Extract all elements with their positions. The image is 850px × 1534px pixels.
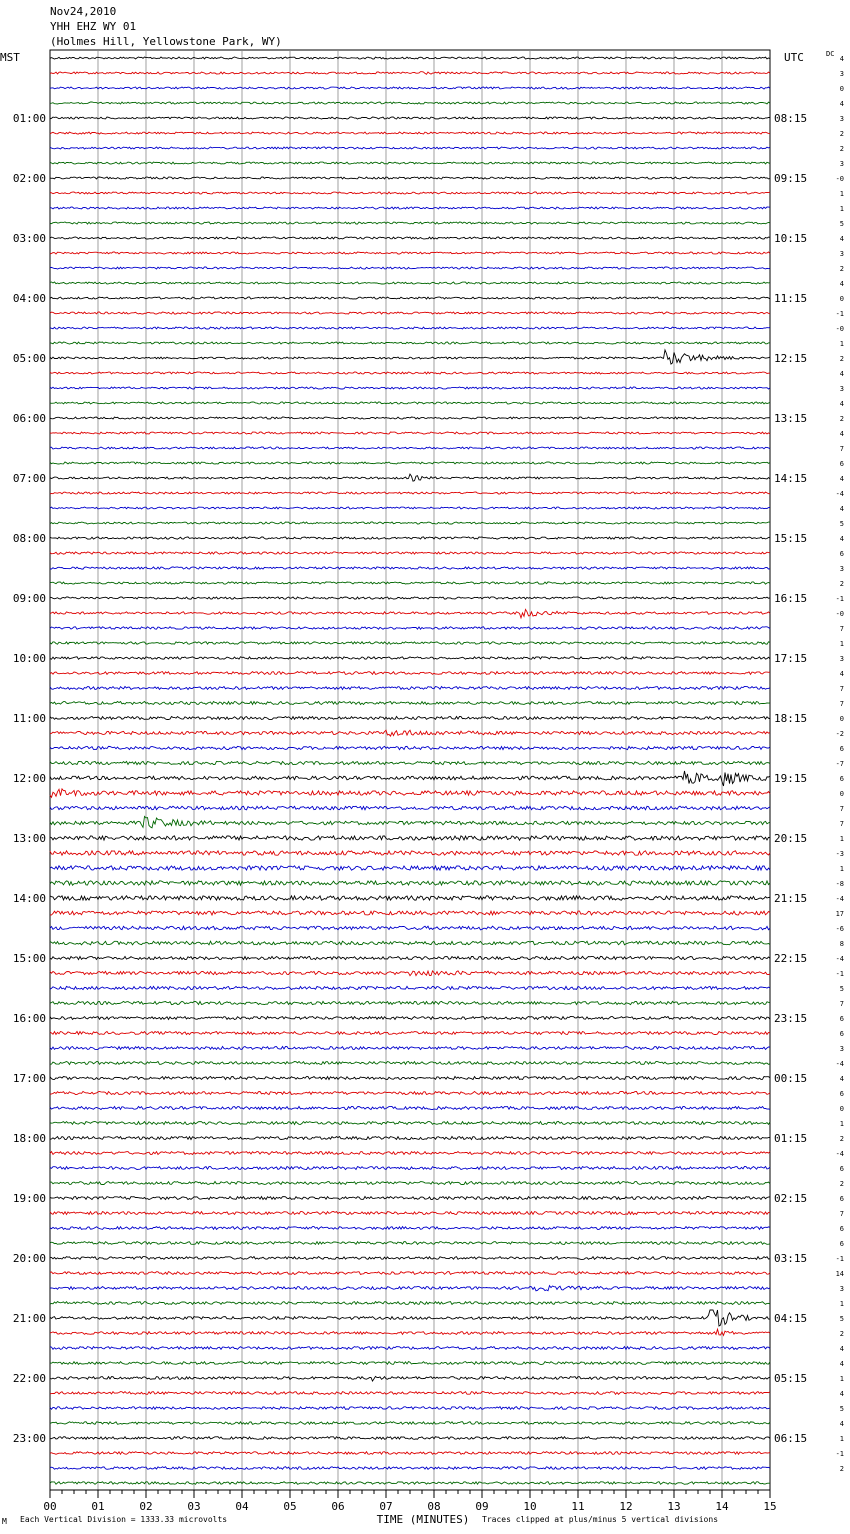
dc-offset-value: 3: [839, 1285, 844, 1293]
trace-line: [50, 1152, 770, 1155]
dc-offset-value: 7: [839, 805, 844, 813]
dc-offset-value: 4: [839, 505, 844, 513]
trace-line: [50, 687, 770, 690]
dc-offset-value: 4: [839, 535, 844, 543]
dc-offset-value: 3: [839, 1045, 844, 1053]
dc-offset-value: -4: [835, 895, 844, 903]
trace-line: [50, 252, 770, 254]
trace-line: [50, 1062, 770, 1065]
trace-line: [50, 746, 770, 749]
dc-offset-value: 5: [839, 985, 844, 993]
dc-offset-value: -0: [835, 175, 844, 183]
mst-hour-label: 19:00: [12, 1192, 46, 1205]
utc-hour-labels: [774, 112, 807, 1445]
trace-line: [50, 1227, 770, 1230]
utc-hour-label: 20:15: [774, 832, 808, 845]
dc-offset-value: 4: [839, 670, 844, 678]
trace-line: [50, 1092, 770, 1095]
dc-offset-value: -4: [835, 1060, 844, 1068]
dc-offset-value: 2: [839, 355, 844, 363]
trace-line: [50, 806, 770, 810]
dc-offset-value: 6: [839, 1015, 844, 1023]
trace-line: [50, 911, 770, 915]
trace-line: [50, 836, 770, 840]
trace-line: [50, 717, 770, 720]
dc-offset-value: 2: [839, 265, 844, 273]
trace-line: [50, 1212, 770, 1215]
dc-offset-value: 1: [839, 190, 844, 198]
dc-offset-value: 7: [839, 625, 844, 633]
utc-hour-label: 11:15: [774, 292, 808, 305]
dc-offset-value: -4: [835, 1150, 844, 1158]
header-location: (Holmes Hill, Yellowstone Park, WY): [50, 35, 282, 48]
dc-offset-value: 4: [839, 1420, 844, 1428]
trace-line: [50, 1137, 770, 1140]
x-tick-label: 08: [427, 1500, 441, 1513]
dc-offset-value: -1: [835, 595, 844, 603]
vertical-division-note: Each Vertical Division = 1333.33 microvolts: [20, 1515, 228, 1524]
dc-offset-value: -1: [835, 310, 844, 318]
dc-axis-label: DC: [826, 50, 835, 58]
trace-line: [50, 387, 770, 389]
mst-hour-label: 10:00: [12, 652, 46, 665]
dc-offset-value: -3: [835, 850, 844, 858]
trace-line: [50, 522, 770, 524]
dc-offset-value: 3: [839, 115, 844, 123]
dc-offset-value: 6: [839, 1090, 844, 1098]
dc-offset-value: -1: [835, 1450, 844, 1458]
dc-offset-value: 4: [839, 475, 844, 483]
mst-hour-label: 01:00: [12, 112, 46, 125]
trace-line: [50, 447, 770, 449]
mst-hour-label: 20:00: [12, 1252, 46, 1265]
mst-hour-label: 04:00: [12, 292, 46, 305]
mst-axis-label: MST: [0, 51, 20, 64]
trace-line: [50, 282, 770, 284]
x-tick-label: 02: [139, 1500, 153, 1513]
mst-hour-label: 03:00: [12, 232, 46, 245]
mst-hour-label: 13:00: [12, 832, 46, 845]
corner-mark: M: [2, 1517, 7, 1526]
dc-offset-value: 4: [839, 400, 844, 408]
dc-offset-value: 4: [839, 370, 844, 378]
trace-line: [50, 730, 770, 736]
trace-line: [50, 350, 770, 364]
x-tick-label: 05: [283, 1500, 297, 1513]
trace-line: [50, 192, 770, 194]
utc-hour-label: 12:15: [774, 352, 808, 365]
trace-line: [50, 816, 770, 827]
utc-hour-label: 09:15: [774, 172, 808, 185]
mst-hour-label: 16:00: [12, 1012, 46, 1025]
utc-hour-label: 15:15: [774, 532, 808, 545]
utc-hour-label: 01:15: [774, 1132, 808, 1145]
dc-offset-value: 3: [839, 385, 844, 393]
trace-line: [50, 1001, 770, 1004]
trace-line: [50, 117, 770, 119]
trace-line: [50, 1107, 770, 1110]
dc-offset-value: 0: [839, 1105, 844, 1113]
trace-line: [50, 866, 770, 870]
clip-note: Traces clipped at plus/minus 5 vertical divisions: [482, 1515, 719, 1524]
dc-offset-value: 4: [839, 55, 844, 63]
utc-hour-label: 08:15: [774, 112, 808, 125]
trace-line: [50, 1407, 770, 1410]
trace-line: [50, 702, 770, 705]
x-tick-label: 04: [235, 1500, 249, 1513]
dc-offset-value: 2: [839, 415, 844, 423]
trace-line: [50, 672, 770, 675]
trace-line: [50, 771, 770, 786]
dc-offset-value: -8: [835, 880, 844, 888]
trace-line: [50, 267, 770, 269]
trace-line: [50, 761, 770, 764]
dc-offset-value: 6: [839, 775, 844, 783]
trace-line: [50, 1310, 770, 1326]
trace-line: [50, 597, 770, 599]
dc-offset-value: 6: [839, 745, 844, 753]
dc-offset-value: 5: [839, 1315, 844, 1323]
trace-line: [50, 432, 770, 434]
time-axis: [43, 1490, 776, 1513]
trace-line: [50, 881, 770, 885]
dc-offset-value: 7: [839, 685, 844, 693]
dc-offset-value: 4: [839, 1075, 844, 1083]
mst-hour-label: 06:00: [12, 412, 46, 425]
trace-line: [50, 402, 770, 404]
trace-line: [50, 986, 770, 989]
trace-line: [50, 926, 770, 930]
mst-hour-label: 11:00: [12, 712, 46, 725]
trace-line: [50, 312, 770, 314]
mst-hour-label: 12:00: [12, 772, 46, 785]
trace-line: [50, 87, 770, 89]
trace-line: [50, 1077, 770, 1080]
dc-offset-value: 1: [839, 1435, 844, 1443]
utc-hour-label: 02:15: [774, 1192, 808, 1205]
dc-offset-value: -0: [835, 610, 844, 618]
trace-line: [50, 1347, 770, 1350]
mst-hour-label: 18:00: [12, 1132, 46, 1145]
trace-line: [50, 567, 770, 569]
trace-line: [50, 1272, 770, 1275]
trace-line: [50, 1286, 770, 1291]
dc-offset-value: 7: [839, 700, 844, 708]
x-tick-label: 11: [571, 1500, 585, 1513]
utc-hour-label: 16:15: [774, 592, 808, 605]
dc-offset-value: 3: [839, 70, 844, 78]
dc-offset-value: 3: [839, 565, 844, 573]
dc-offset-value: 4: [839, 280, 844, 288]
dc-offset-value: 14: [835, 1270, 844, 1278]
utc-hour-label: 14:15: [774, 472, 808, 485]
utc-axis-label: UTC: [784, 51, 804, 64]
minute-gridlines: [98, 50, 722, 1490]
header-station: YHH EHZ WY 01: [50, 20, 137, 33]
trace-line: [50, 237, 770, 239]
trace-line: [50, 177, 770, 179]
dc-offset-value: 0: [839, 790, 844, 798]
trace-line: [50, 147, 770, 149]
mst-hour-label: 09:00: [12, 592, 46, 605]
dc-offset-value: 6: [839, 550, 844, 558]
dc-offset-value: 1: [839, 1375, 844, 1383]
dc-offset-value: 1: [839, 835, 844, 843]
utc-hour-label: 17:15: [774, 652, 808, 665]
utc-hour-label: 21:15: [774, 892, 808, 905]
trace-line: [50, 1437, 770, 1440]
trace-line: [50, 642, 770, 644]
utc-hour-label: 19:15: [774, 772, 808, 785]
utc-hour-label: 03:15: [774, 1252, 808, 1265]
trace-line: [50, 552, 770, 554]
trace-line: [50, 57, 770, 59]
dc-offset-value: 4: [839, 1390, 844, 1398]
x-tick-label: 13: [667, 1500, 681, 1513]
mst-hour-label: 08:00: [12, 532, 46, 545]
trace-line: [50, 162, 770, 164]
trace-line: [50, 417, 770, 419]
dc-offset-value: -4: [835, 490, 844, 498]
trace-line: [50, 72, 770, 75]
trace-line: [50, 1467, 770, 1470]
x-tick-label: 14: [715, 1500, 729, 1513]
x-tick-label: 15: [763, 1500, 777, 1513]
header-date: Nov24,2010: [50, 5, 117, 18]
trace-line: [50, 1047, 770, 1050]
utc-hour-label: 04:15: [774, 1312, 808, 1325]
trace-line: [50, 1482, 770, 1485]
trace-line: [50, 609, 770, 618]
dc-offset-value: 2: [839, 1330, 844, 1338]
dc-offset-value: 2: [839, 1180, 844, 1188]
trace-line: [50, 1422, 770, 1425]
dc-offset-value: 4: [839, 100, 844, 108]
trace-line: [50, 1122, 770, 1125]
dc-offset-value: 6: [839, 1195, 844, 1203]
trace-line: [50, 1242, 770, 1245]
x-tick-label: 07: [379, 1500, 393, 1513]
dc-offset-value: -7: [835, 760, 844, 768]
dc-offset-value: 3: [839, 160, 844, 168]
x-tick-label: 12: [619, 1500, 633, 1513]
trace-line: [50, 789, 770, 797]
trace-line: [50, 627, 770, 629]
trace-line: [50, 1197, 770, 1200]
mst-hour-label: 02:00: [12, 172, 46, 185]
trace-line: [50, 132, 770, 134]
dc-offset-value: 5: [839, 520, 844, 528]
dc-offset-value: 2: [839, 130, 844, 138]
dc-offset-value: 5: [839, 220, 844, 228]
dc-offset-value: -0: [835, 325, 844, 333]
dc-offset-value: 7: [839, 820, 844, 828]
trace-line: [50, 297, 770, 299]
x-tick-label: 09: [475, 1500, 489, 1513]
dc-offset-value: 1: [839, 865, 844, 873]
utc-hour-label: 23:15: [774, 1012, 808, 1025]
trace-line: [50, 327, 770, 329]
dc-offset-value: 4: [839, 1360, 844, 1368]
trace-line: [50, 1182, 770, 1185]
dc-offset-value: 1: [839, 1120, 844, 1128]
dc-offset-labels: [836, 55, 844, 1473]
trace-line: [50, 941, 770, 945]
dc-offset-value: 2: [839, 580, 844, 588]
trace-line: [50, 582, 770, 584]
trace-line: [50, 896, 770, 900]
trace-line: [50, 1017, 770, 1020]
trace-line: [50, 474, 770, 481]
utc-hour-label: 10:15: [774, 232, 808, 245]
utc-hour-label: 13:15: [774, 412, 808, 425]
utc-hour-label: 00:15: [774, 1072, 808, 1085]
mst-hour-label: 17:00: [12, 1072, 46, 1085]
dc-offset-value: -2: [835, 730, 844, 738]
x-tick-label: 10: [523, 1500, 537, 1513]
dc-offset-value: 1: [839, 205, 844, 213]
utc-hour-label: 22:15: [774, 952, 808, 965]
seismic-traces: [50, 57, 770, 1484]
trace-line: [50, 342, 770, 344]
dc-offset-value: 3: [839, 655, 844, 663]
trace-line: [50, 971, 770, 976]
dc-offset-value: 1: [839, 340, 844, 348]
dc-offset-value: 0: [839, 295, 844, 303]
dc-offset-value: 6: [839, 1240, 844, 1248]
dc-offset-value: 0: [839, 715, 844, 723]
trace-line: [50, 1257, 770, 1260]
dc-offset-value: 3: [839, 250, 844, 258]
trace-line: [50, 1302, 770, 1305]
x-tick-label: 06: [331, 1500, 345, 1513]
trace-line: [50, 102, 770, 104]
utc-hour-label: 06:15: [774, 1432, 808, 1445]
dc-offset-value: 2: [839, 1465, 844, 1473]
trace-line: [50, 956, 770, 959]
dc-offset-value: 8: [839, 940, 844, 948]
utc-hour-label: 18:15: [774, 712, 808, 725]
trace-line: [50, 1167, 770, 1170]
mst-hour-label: 22:00: [12, 1372, 46, 1385]
trace-line: [50, 657, 770, 659]
dc-offset-value: -6: [835, 925, 844, 933]
dc-offset-value: 6: [839, 1165, 844, 1173]
trace-line: [50, 372, 770, 374]
dc-offset-value: 4: [839, 430, 844, 438]
trace-line: [50, 462, 770, 464]
dc-offset-value: 7: [839, 1210, 844, 1218]
trace-line: [50, 1032, 770, 1035]
dc-offset-value: 1: [839, 640, 844, 648]
mst-hour-label: 23:00: [12, 1432, 46, 1445]
trace-line: [50, 1392, 770, 1395]
dc-offset-value: 6: [839, 1030, 844, 1038]
trace-line: [50, 222, 770, 224]
mst-hour-label: 21:00: [12, 1312, 46, 1325]
dc-offset-value: 7: [839, 1000, 844, 1008]
x-axis-title: TIME (MINUTES): [376, 1513, 470, 1526]
trace-line: [50, 851, 770, 855]
dc-offset-value: 6: [839, 460, 844, 468]
trace-line: [50, 1329, 770, 1335]
mst-hour-label: 14:00: [12, 892, 46, 905]
mst-hour-label: 05:00: [12, 352, 46, 365]
dc-offset-value: 4: [839, 1345, 844, 1353]
dc-offset-value: 4: [839, 235, 844, 243]
x-tick-label: 03: [187, 1500, 201, 1513]
trace-line: [50, 1452, 770, 1455]
dc-offset-value: 7: [839, 445, 844, 453]
trace-line: [50, 507, 770, 509]
dc-offset-value: -4: [835, 955, 844, 963]
mst-hour-label: 07:00: [12, 472, 46, 485]
dc-offset-value: 6: [839, 1225, 844, 1233]
plot-frame: [50, 50, 770, 1490]
x-tick-label: 01: [91, 1500, 105, 1513]
mst-hour-label: 15:00: [12, 952, 46, 965]
dc-offset-value: -1: [835, 970, 844, 978]
dc-offset-value: 17: [835, 910, 844, 918]
dc-offset-value: 2: [839, 145, 844, 153]
trace-line: [50, 537, 770, 539]
trace-line: [50, 207, 770, 209]
dc-offset-value: 1: [839, 1300, 844, 1308]
x-tick-label: 00: [43, 1500, 57, 1513]
trace-line: [50, 1362, 770, 1365]
dc-offset-value: 5: [839, 1405, 844, 1413]
dc-offset-value: 2: [839, 1135, 844, 1143]
utc-hour-label: 05:15: [774, 1372, 808, 1385]
trace-line: [50, 1376, 770, 1381]
dc-offset-value: -1: [835, 1255, 844, 1263]
mst-hour-labels: [13, 112, 46, 1445]
dc-offset-value: 0: [839, 85, 844, 93]
trace-line: [50, 492, 770, 494]
